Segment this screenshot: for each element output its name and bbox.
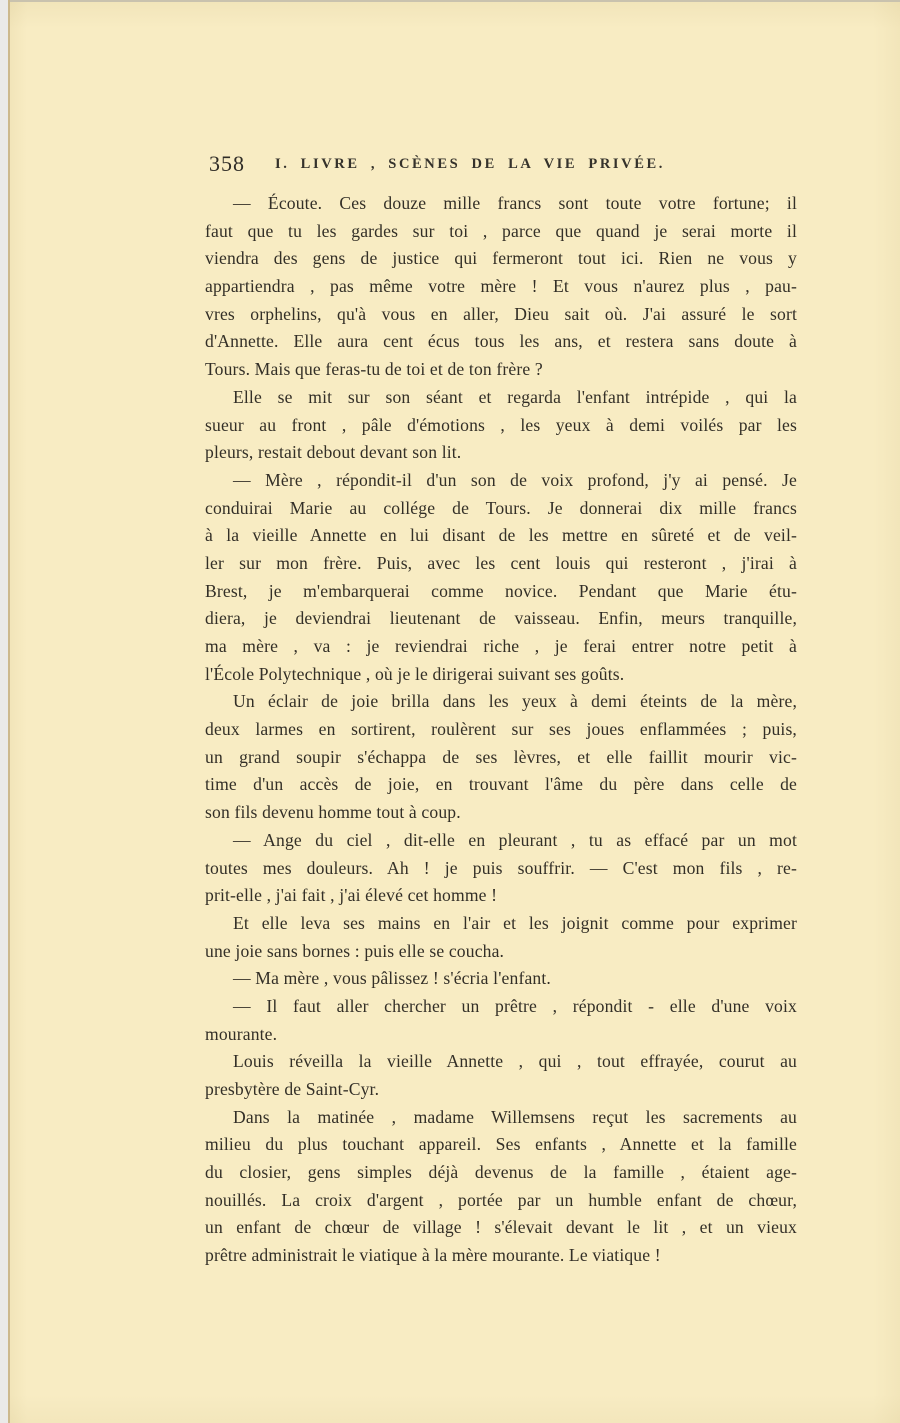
page-number: 358	[209, 151, 245, 176]
paragraph	[205, 688, 797, 826]
scan-top-edge	[0, 0, 900, 2]
text-line: milieu du plus touchant appareil. Ses enfants , Annette et la famille	[205, 1134, 797, 1155]
text-line: son fils devenu homme tout à coup.	[205, 802, 461, 823]
text-line: presbytère de Saint-Cyr.	[205, 1079, 380, 1099]
text-line: — Il faut aller chercher un prêtre , répondit - elle d'une voix	[233, 995, 797, 1016]
text-line: Et elle leva ses mains en l'air et les joignit comme pour exprimer	[233, 912, 797, 933]
text-line: Elle se mit sur son séant et regarda l'enfant intrépide , qui la	[233, 386, 797, 407]
text-line: prit-elle , j'ai fait , j'ai élevé cet homme !	[205, 885, 498, 906]
paragraph	[205, 190, 797, 384]
text-line: Brest, je m'embarquerai comme novice. Pendant que Marie étu-	[205, 580, 797, 601]
text-line: un enfant de chœur de village ! s'élevait devant le lit , et un vieux	[205, 1217, 797, 1238]
text-line: — Ma mère , vous pâlissez ! s'écria l'enfant.	[233, 968, 551, 989]
scan-left-edge-strip	[0, 0, 10, 1423]
text-line: diera, je deviendrai lieutenant de vaisseau. Enfin, meurs tranquille,	[205, 608, 797, 629]
text-line: sueur au front , pâle d'émotions , les yeux à demi voilés par les	[205, 414, 797, 435]
text-line: prêtre administrait le viatique à la mère mourante. Le viatique !	[205, 1245, 661, 1266]
text-line: toutes mes douleurs. Ah ! je puis souffrir. — C'est mon fils , re-	[205, 857, 797, 878]
paragraph	[205, 467, 797, 689]
text-line: du closier, gens simples déjà devenus de la famille , étaient age-	[205, 1162, 797, 1183]
text-line: nouillés. La croix d'argent , portée par un humble enfant de chœur,	[205, 1189, 797, 1210]
text-line: vres orphelins, qu'à vous en aller, Dieu sait où. J'ai assuré le sort	[205, 303, 797, 324]
paragraph	[205, 1048, 797, 1103]
running-title: I. LIVRE , SCÈNES DE LA VIE PRIVÉE.	[274, 156, 666, 172]
text-line: ma mère , va : je reviendrai riche , je ferai entrer notre petit à	[205, 636, 797, 656]
paragraph	[205, 384, 797, 467]
page-text	[205, 190, 797, 1270]
text-line: — Mère , répondit-il d'un son de voix profond, j'y ai pensé. Je	[233, 469, 797, 490]
text-line: viendra des gens de justice qui fermeront tout ici. Rien ne vous y	[205, 248, 797, 269]
text-line: d'Annette. Elle aura cent écus tous les ans, et restera sans doute à	[205, 331, 797, 352]
text-line: mourante.	[205, 1023, 278, 1044]
text-line: time d'un accès de joie, en trouvant l'âme du père dans celle de	[205, 774, 797, 795]
paragraph	[205, 1104, 797, 1270]
text-line: un grand soupir s'échappa de ses lèvres, et elle faillit mourir vic-	[205, 746, 797, 767]
text-line: — Écoute. Ces douze mille francs sont toute votre fortune; il	[233, 193, 797, 213]
text-line: une joie sans bornes : puis elle se coucha.	[205, 940, 505, 961]
text-line: l'École Polytechnique , où je le dirigerai suivant ses goûts.	[205, 663, 625, 684]
text-line: — Ange du ciel , dit-elle en pleurant , tu as effacé par un mot	[233, 829, 797, 850]
paragraph	[205, 965, 797, 993]
text-line: ler sur mon frère. Puis, avec les cent louis qui resteront , j'irai à	[205, 552, 797, 573]
text-line: Dans la matinée , madame Willemsens reçut les sacrements au	[233, 1106, 797, 1127]
paragraph	[205, 910, 797, 965]
text-line: conduirai Marie au collége de Tours. Je donnerai dix mille francs	[205, 497, 797, 518]
text-line: Tours. Mais que feras-tu de toi et de ton frère ?	[205, 359, 543, 380]
text-line: pleurs, restait debout devant son lit.	[205, 442, 462, 463]
text-line: faut que tu les gardes sur toi , parce que quand je serai morte il	[205, 220, 797, 241]
running-head	[205, 151, 797, 181]
text-line: appartiendra , pas même votre mère ! Et vous n'aurez plus , pau-	[205, 276, 797, 297]
text-line: Louis réveilla la vieille Annette , qui , tout effrayée, courut au	[233, 1051, 797, 1072]
text-line: deux larmes en sortirent, roulèrent sur ses joues enflammées ; puis,	[205, 719, 797, 740]
paragraph	[205, 827, 797, 910]
text-line: Un éclair de joie brilla dans les yeux à demi éteints de la mère,	[233, 691, 797, 712]
paragraph	[205, 993, 797, 1048]
text-line: à la vieille Annette en lui disant de les mettre en sûreté et de veil-	[205, 525, 797, 546]
